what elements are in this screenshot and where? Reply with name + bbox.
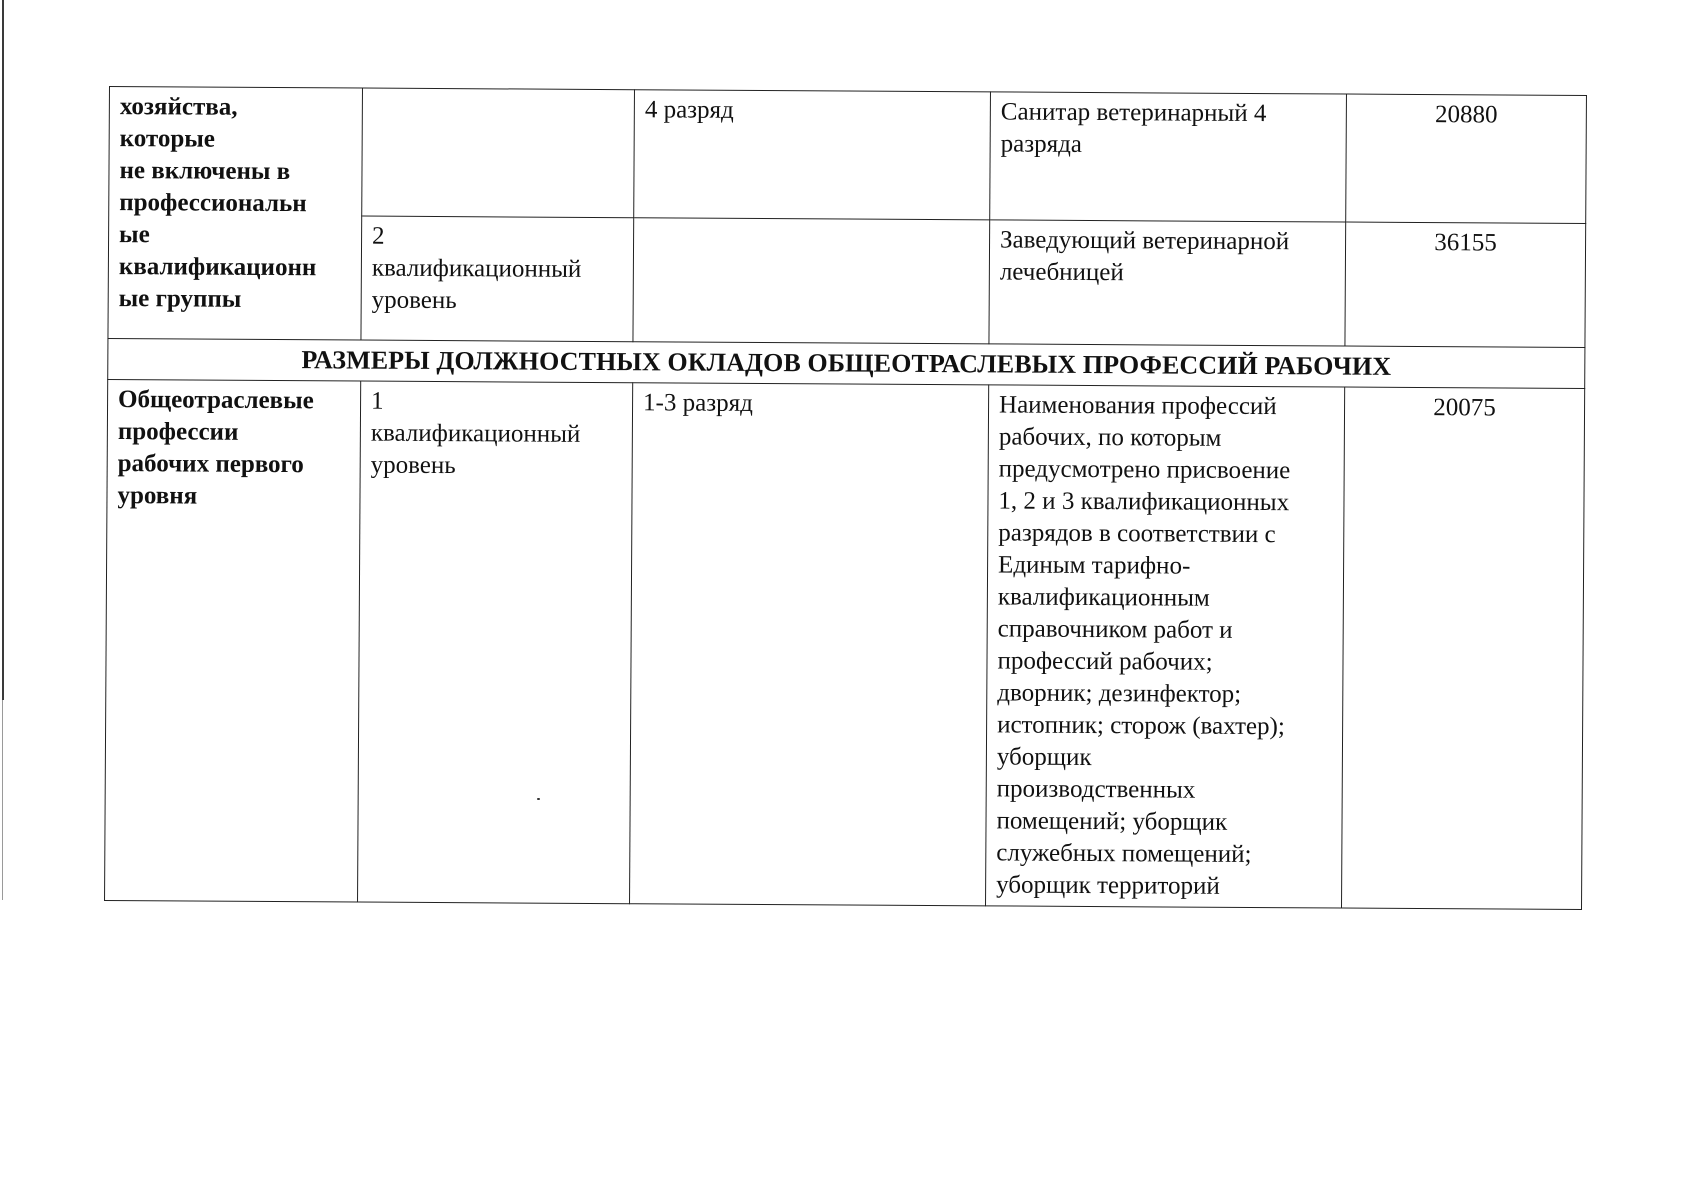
group-line: квалификационн xyxy=(118,253,317,282)
group-line: хозяйства, xyxy=(119,93,238,121)
position-line: квалификационным xyxy=(997,583,1210,612)
scan-speck xyxy=(537,798,540,800)
table-row xyxy=(105,379,1585,909)
position-line: лечебницей xyxy=(999,258,1124,287)
level-line: квалификационный xyxy=(371,254,582,283)
group-line: ые xyxy=(119,221,150,249)
group-line: не включены в xyxy=(119,157,291,186)
scan-edge-shadow xyxy=(2,0,4,700)
position-line: предусмотрено присвоение xyxy=(998,455,1291,485)
salary-table xyxy=(104,86,1587,910)
position-cell xyxy=(990,92,1347,222)
salary-cell: 20880 xyxy=(1346,94,1587,223)
grade-cell: 4 разряд xyxy=(634,90,991,220)
position-cell xyxy=(989,220,1346,346)
group-line: профессиональн xyxy=(119,189,307,218)
position-line: рабочих, по которым xyxy=(998,423,1222,452)
level-line: уровень xyxy=(370,451,456,480)
group-cell-workers xyxy=(105,379,361,902)
scan-edge-shadow-lower xyxy=(2,700,3,900)
position-line: производственных xyxy=(996,775,1196,804)
position-line: помещений; уборщик xyxy=(996,807,1228,836)
level-line: уровень xyxy=(371,286,457,315)
document-page xyxy=(104,86,1586,910)
level-cell xyxy=(358,381,633,904)
group-line: профессии xyxy=(117,418,239,446)
position-line: профессий рабочих; xyxy=(997,647,1213,676)
position-line: Санитар ветеринарный 4 xyxy=(1000,98,1267,128)
level-line: 2 xyxy=(372,222,385,250)
grade-cell-empty xyxy=(633,218,990,344)
position-line: справочником работ и xyxy=(997,615,1233,644)
position-line: разряда xyxy=(1000,130,1083,158)
position-line: дворник; дезинфектор; xyxy=(997,679,1242,708)
position-line: уборщик территорий xyxy=(996,871,1220,900)
salary-cell: 36155 xyxy=(1345,222,1586,347)
level-cell-empty xyxy=(362,88,635,218)
position-line: 1, 2 и 3 квалификационных xyxy=(998,487,1290,517)
level-cell xyxy=(361,216,634,342)
group-line: ые группы xyxy=(118,285,242,313)
level-line: квалификационный xyxy=(370,419,581,448)
position-line: служебных помещений; xyxy=(996,839,1252,868)
position-cell xyxy=(986,385,1345,908)
group-line: Общеотраслевые xyxy=(118,386,314,415)
group-line: которые xyxy=(119,125,215,153)
position-line: истопник; сторож (вахтер); xyxy=(997,711,1285,741)
position-line: разрядов в соответствии с xyxy=(998,519,1276,549)
position-line: уборщик xyxy=(996,743,1092,772)
section-heading: РАЗМЕРЫ ДОЛЖНОСТНЫХ ОКЛАДОВ ОБЩЕОТРАСЛЕВЫХ ПРОФЕССИЙ РАБОЧИХ xyxy=(108,338,1585,388)
position-line: Наименования профессий xyxy=(998,391,1277,421)
position-line: Заведующий ветеринарной xyxy=(999,226,1290,256)
salary-cell: 20075 xyxy=(1342,387,1585,909)
group-line: уровня xyxy=(117,482,198,510)
group-line: рабочих первого xyxy=(117,450,304,479)
level-line: 1 xyxy=(370,387,384,415)
position-line: Единым тарифно- xyxy=(998,551,1191,580)
group-cell-vet xyxy=(108,87,363,341)
table-row xyxy=(109,87,1587,224)
grade-cell: 1-3 разряд xyxy=(630,383,989,906)
